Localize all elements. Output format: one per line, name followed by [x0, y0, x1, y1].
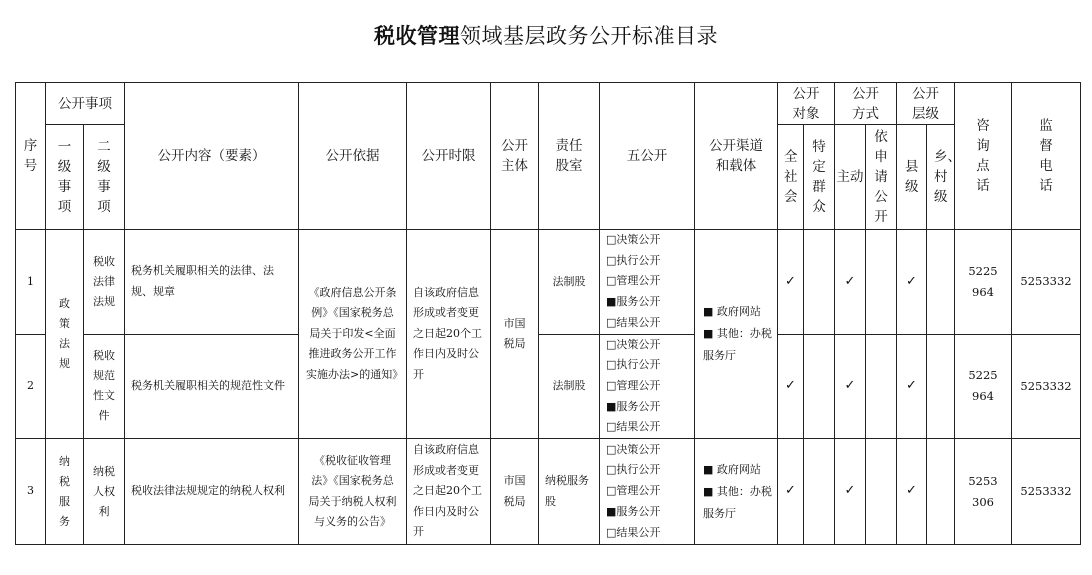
row1-basis: 《政府信息公开条例》《国家税务总局关于印发<全面推进政务公开工作实施办法>的通知》 [299, 230, 407, 439]
row2-level2: 税收规范性文件 [84, 334, 125, 439]
row3-dept: 纳税服务股 [539, 439, 600, 545]
five-option: □执行公开 [606, 463, 661, 477]
header-mode-group: 公开方式 [835, 83, 897, 125]
row1-county-check: ✓ [897, 230, 927, 335]
channel-item: ■ 政府网站 [703, 462, 761, 476]
title-bold: 税收管理 [374, 24, 460, 48]
row3-all-society-check: ✓ [778, 439, 804, 545]
five-option: □管理公开 [606, 274, 661, 288]
five-option: □管理公开 [606, 378, 661, 392]
row1-on-request [866, 230, 897, 335]
header-specific: 特定群众 [804, 125, 835, 230]
header-content: 公开内容（要素） [125, 83, 299, 230]
row2-county-check: ✓ [897, 334, 927, 439]
five-option: □结果公开 [606, 420, 661, 434]
channel-item: ■ 政府网站 [703, 305, 761, 319]
row1-active-check: ✓ [835, 230, 866, 335]
catalog-table [15, 82, 1081, 545]
row2-specific [804, 334, 835, 439]
row1-township [927, 230, 955, 335]
header-county: 县级 [897, 125, 927, 230]
five-option: □结果公开 [606, 315, 661, 329]
five-option: ■服务公开 [606, 399, 661, 413]
row2-on-request [866, 334, 897, 439]
five-option: □决策公开 [606, 442, 661, 456]
five-option: □管理公开 [606, 484, 661, 498]
row1-subject: 市国税局 [491, 230, 539, 439]
header-time: 公开时限 [407, 83, 491, 230]
header-consult: 咨询点话 [955, 83, 1012, 230]
table-row [16, 439, 1081, 545]
row2-dept: 法制股 [539, 334, 600, 439]
row3-level2: 纳税人权利 [84, 439, 125, 545]
five-option: □决策公开 [606, 337, 661, 351]
row1-content: 税务机关履职相关的法律、法规、规章 [125, 230, 299, 335]
header-channel: 公开渠道和载体 [695, 83, 778, 230]
header-seq: 序号 [16, 83, 46, 230]
row2-content: 税务机关履职相关的规范性文件 [125, 334, 299, 439]
row2-active-check: ✓ [835, 334, 866, 439]
five-option: □结果公开 [606, 525, 661, 539]
header-five: 五公开 [600, 83, 695, 230]
header-dept: 责任股室 [539, 83, 600, 230]
five-option: ■服务公开 [606, 295, 661, 309]
row3-supervise: 5253332 [1012, 439, 1081, 545]
row3-active-check: ✓ [835, 439, 866, 545]
header-items-group: 公开事项 [46, 83, 125, 125]
row3-channel [695, 439, 778, 545]
five-option: □决策公开 [606, 233, 661, 246]
row3-content: 税收法律法规规定的纳税人权利 [125, 439, 299, 545]
row1-supervise: 5253332 [1012, 230, 1081, 335]
row1-time: 自该政府信息形成或者变更之日起20个工作日内及时公开 [407, 230, 491, 439]
row1-specific [804, 230, 835, 335]
header-subject: 公开主体 [491, 83, 539, 230]
table-row [16, 230, 1081, 335]
five-option: □执行公开 [606, 358, 661, 372]
row1-consult: 5225964 [955, 230, 1012, 335]
row3-on-request [866, 439, 897, 545]
row3-five-list [600, 439, 695, 545]
row3-subject: 市国税局 [491, 439, 539, 545]
header-supervise: 监督电话 [1012, 83, 1081, 230]
row3-specific [804, 439, 835, 545]
row3-time: 自该政府信息形成或者变更之日起20个工作日内及时公开 [407, 439, 491, 545]
header-level-group: 公开层级 [897, 83, 955, 125]
header-level1: 一级事项 [46, 125, 84, 230]
header-level2: 二级事项 [84, 125, 125, 230]
row2-township [927, 334, 955, 439]
five-option: □执行公开 [606, 253, 661, 267]
page-title [0, 20, 1092, 50]
row1-dept: 法制股 [539, 230, 600, 335]
row2-consult: 5225964 [955, 334, 1012, 439]
row3-county-check: ✓ [897, 439, 927, 545]
row2-all-society-check: ✓ [778, 334, 804, 439]
row2-supervise: 5253332 [1012, 334, 1081, 439]
row1-seq: 1 [16, 230, 46, 335]
channel-item: ■ 其他：办税服务厅 [703, 484, 772, 520]
title-rest: 领域基层政务公开标准目录 [460, 24, 718, 48]
header-all-society: 全社会 [778, 125, 804, 230]
row3-level1: 纳税服务 [46, 439, 84, 545]
header-active: 主动 [835, 125, 866, 230]
five-option: ■服务公开 [606, 504, 661, 518]
channel-item: ■ 其他：办税服务厅 [703, 327, 772, 363]
row1-level1: 政策法规 [46, 230, 84, 439]
row1-all-society-check: ✓ [778, 230, 804, 335]
row1-five-list [600, 230, 695, 335]
row3-basis: 《税收征收管理法》《国家税务总局关于纳税人权利与义务的公告》 [299, 439, 407, 545]
table-row [16, 334, 1081, 439]
row1-channel [695, 230, 778, 439]
header-township: 乡、村级 [927, 125, 955, 230]
row3-township [927, 439, 955, 545]
header-basis: 公开依据 [299, 83, 407, 230]
row2-five-list [600, 334, 695, 439]
row2-seq: 2 [16, 334, 46, 439]
row1-level2: 税收法律法规 [84, 230, 125, 335]
header-target-group: 公开对象 [778, 83, 835, 125]
row3-seq: 3 [16, 439, 46, 545]
row3-consult: 5253306 [955, 439, 1012, 545]
header-on-request: 依申请公开 [866, 125, 897, 230]
